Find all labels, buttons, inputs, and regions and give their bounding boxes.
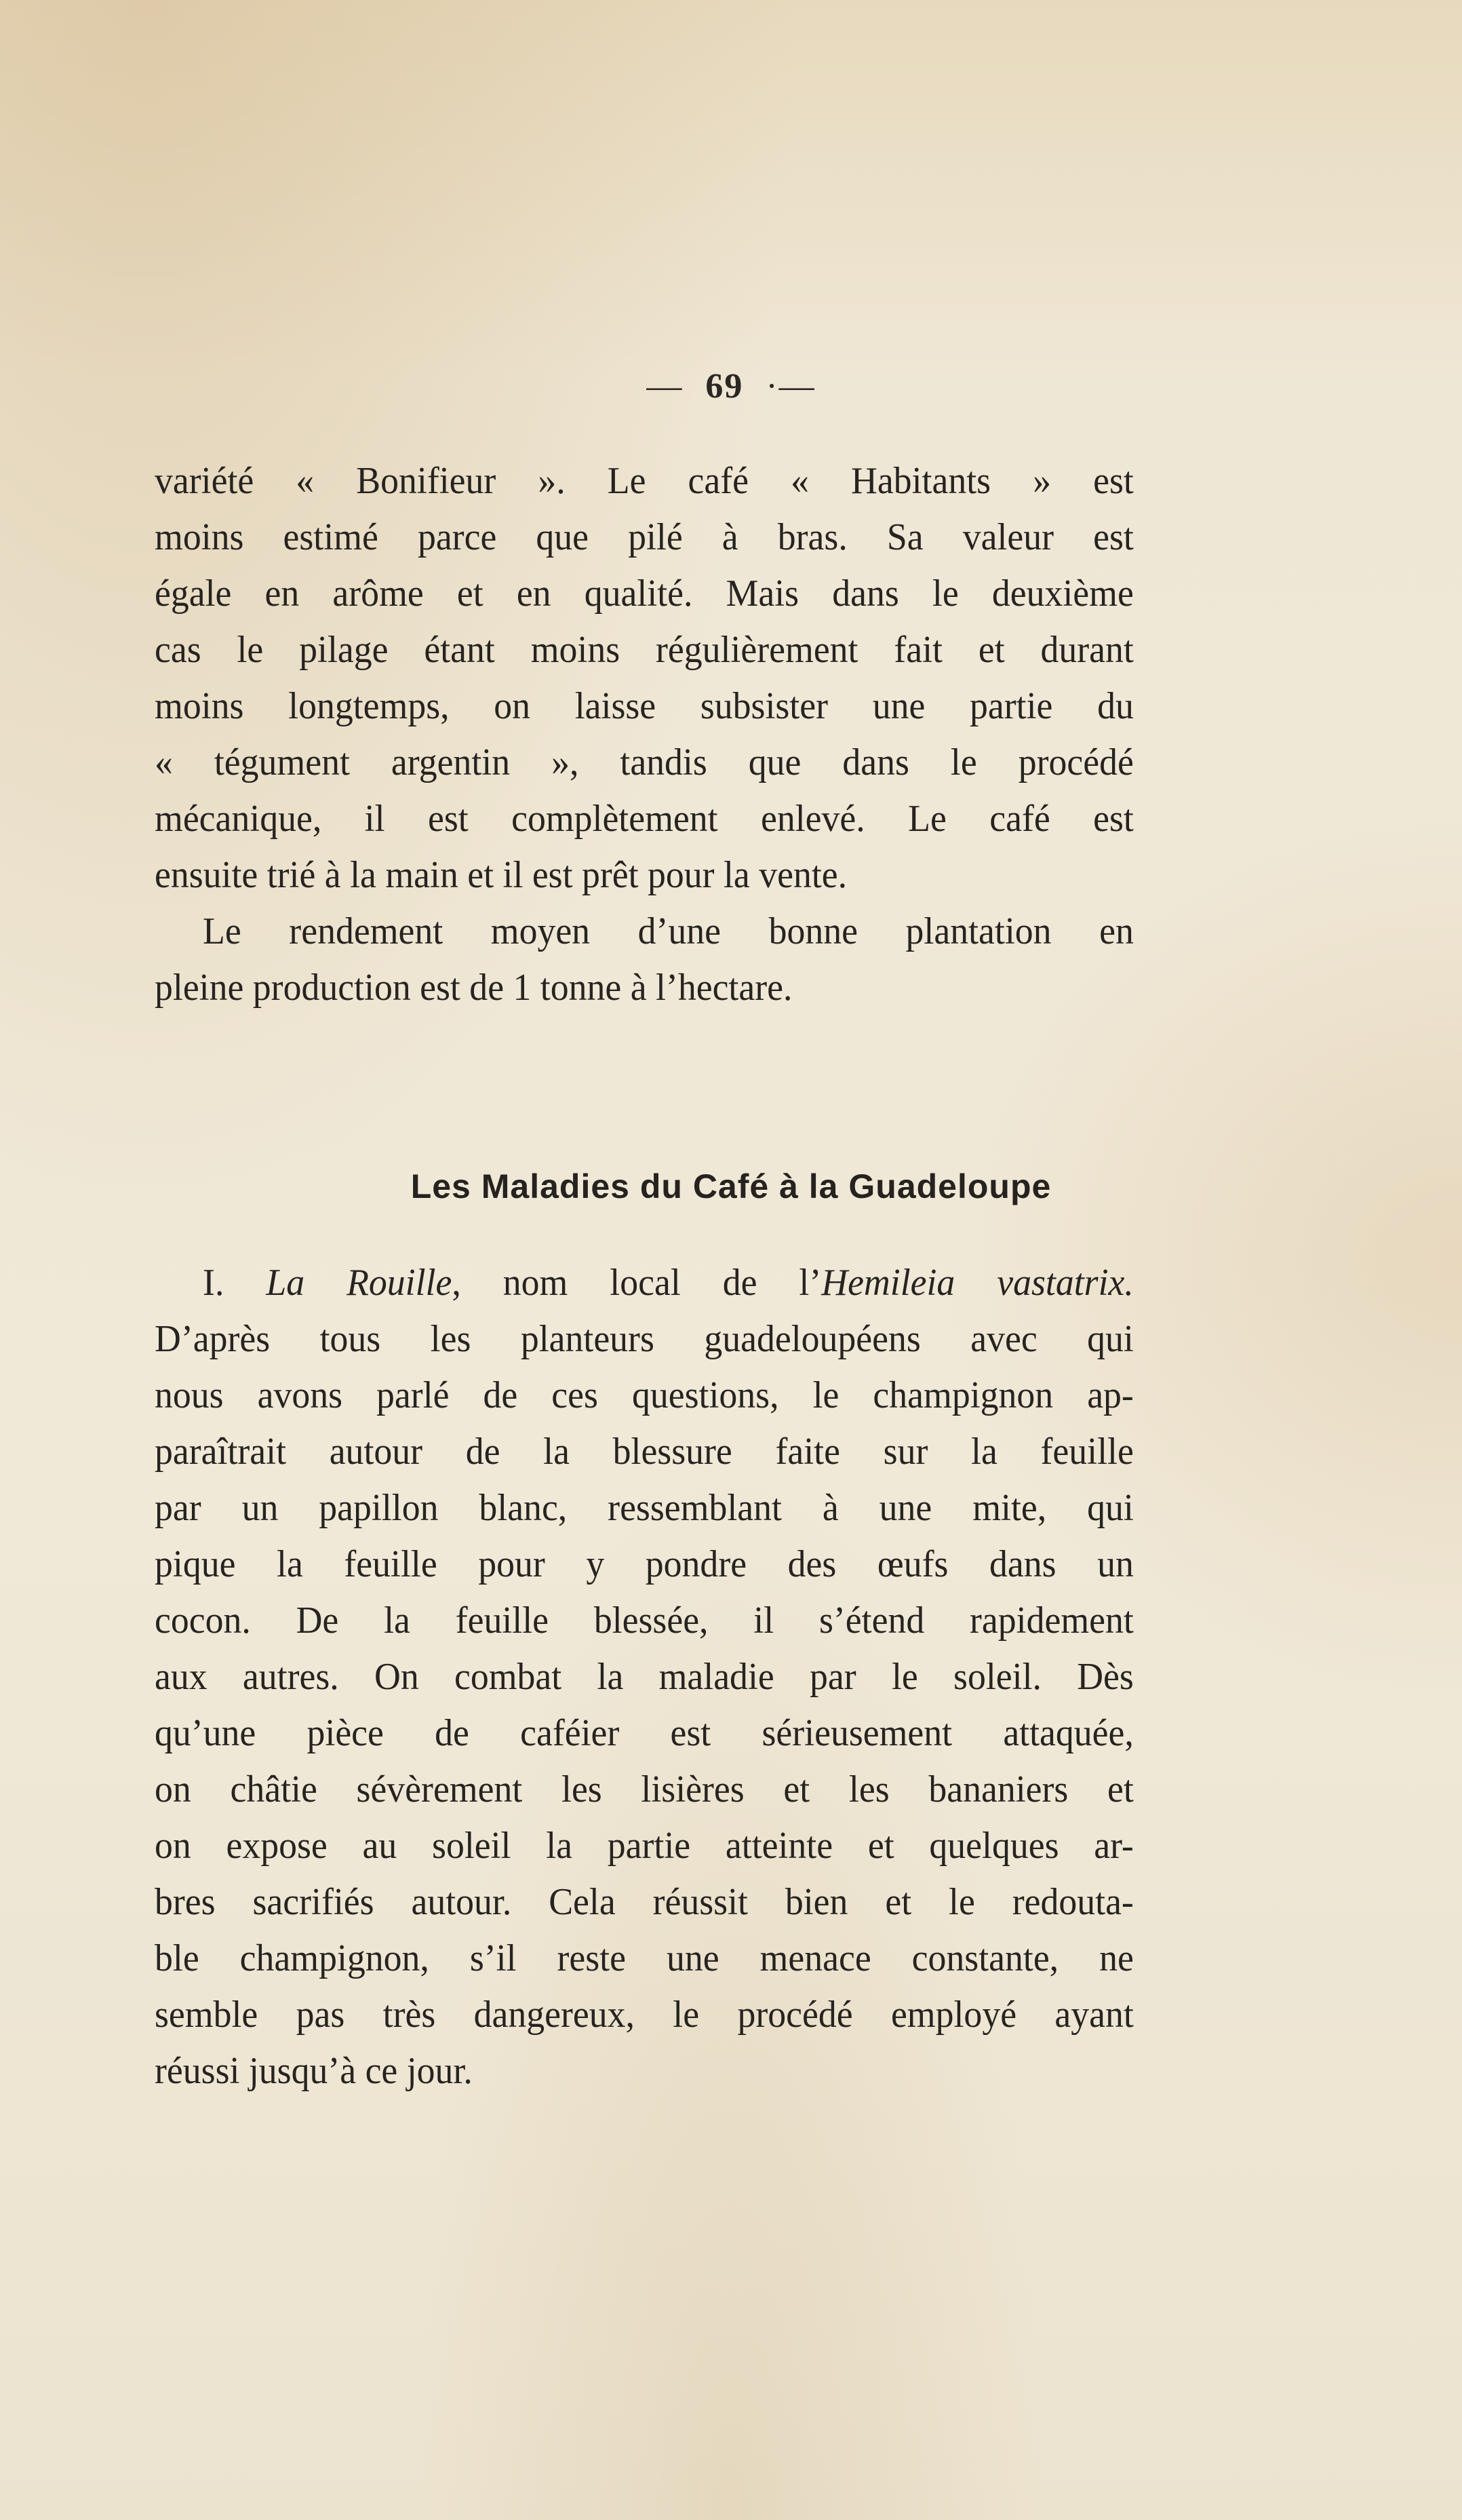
text-line: égale en arôme et en qualité. Mais dans le deuxième: [155, 573, 1134, 615]
text-line: aux autres. On combat la maladie par le soleil. Dès: [155, 1656, 1134, 1698]
text-line: mécanique, il est complètement enlevé. Le café est: [155, 798, 1134, 840]
text-line: cocon. De la feuille blessée, il s’étend rapidement: [155, 1600, 1134, 1642]
text-line: Le rendement moyen d’une bonne plantation en: [203, 910, 1134, 952]
text-line: moins longtemps, on laisse subsister une partie du: [155, 685, 1134, 727]
body-text-top: [155, 453, 1134, 1016]
text-line: pique la feuille pour y pondre des œufs dans un: [155, 1543, 1134, 1585]
text-line: qu’une pièce de caféier est sérieusement attaquée,: [155, 1712, 1134, 1754]
text-line: on expose au soleil la partie atteinte et quelques ar-: [155, 1825, 1134, 1867]
italic-term: La Rouille: [266, 1262, 452, 1304]
list-numeral: I.: [203, 1262, 224, 1304]
text-line: cas le pilage étant moins régulièrement fait et durant: [155, 629, 1134, 671]
text-line: semble pas très dangereux, le procédé employé ayant: [155, 1994, 1134, 2036]
text-line: ble champignon, s’il reste une menace constante, ne: [155, 1937, 1134, 1979]
text-line: on châtie sévèrement les lisières et les bananiers et: [155, 1768, 1134, 1810]
text-line: réussi jusqu’à ce jour.: [155, 2050, 473, 2092]
text-line: bres sacrifiés autour. Cela réussit bien et le redouta-: [155, 1881, 1134, 1923]
text-line-first: [155, 1255, 1134, 1311]
text-line: par un papillon blanc, ressemblant à une mite, qui: [155, 1487, 1134, 1529]
text-line: nous avons parlé de ces questions, le champignon ap-: [155, 1374, 1134, 1416]
body-text-bottom: [155, 1255, 1134, 2099]
text-line: variété « Bonifieur ». Le café « Habitants » est: [155, 460, 1134, 502]
folio-left-dash: —: [646, 367, 684, 406]
text-line: pleine production est de 1 tonne à l’hectare.: [155, 967, 793, 1009]
text-line: paraîtrait autour de la blessure faite sur la feuille: [155, 1431, 1134, 1473]
text-line: moins estimé parce que pilé à bras. Sa valeur est: [155, 516, 1134, 558]
page-number: [0, 366, 1462, 406]
text-fragment: , nom local de l’: [452, 1262, 822, 1304]
italic-species: Hemileia vastatrix.: [821, 1262, 1134, 1304]
folio-right-dash: ·—: [766, 367, 816, 406]
folio-number: 69: [705, 367, 744, 406]
section-heading: Les Maladies du Café à la Guadeloupe: [410, 1167, 1052, 1205]
text-line: « tégument argentin », tandis que dans le procédé: [155, 741, 1134, 783]
text-line: ensuite trié à la main et il est prêt pour la vente.: [155, 854, 848, 896]
text-line: D’après tous les planteurs guadeloupéens avec qui: [155, 1318, 1134, 1360]
